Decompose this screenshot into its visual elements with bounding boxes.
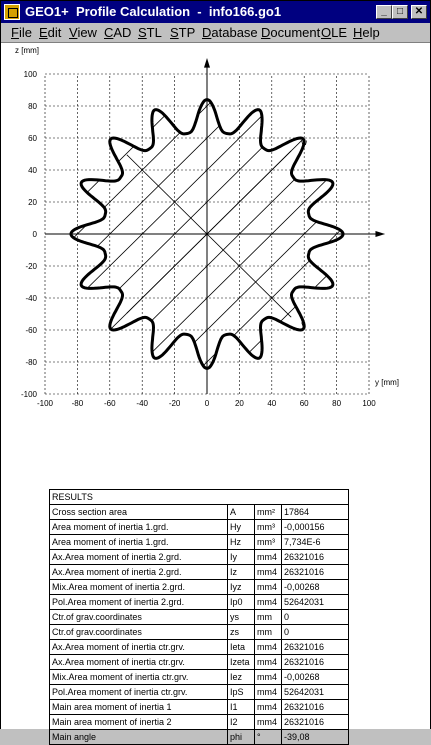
result-value: -0,00268 [282,670,349,685]
menu-stl[interactable]: STL [138,25,162,40]
maximize-button[interactable]: □ [392,5,408,19]
result-value: -0,00268 [282,580,349,595]
result-name: Area moment of inertia 1.grd. [50,520,228,535]
result-value: 26321016 [282,565,349,580]
result-value: 26321016 [282,550,349,565]
table-row [50,640,349,655]
result-unit: mm [255,610,282,625]
menu-document[interactable]: Document [261,25,321,40]
result-name: Ax.Area moment of inertia 2.grd. [50,565,228,580]
result-unit: mm4 [255,670,282,685]
result-value: -39,08 [282,730,349,745]
result-name: Main area moment of inertia 1 [50,700,228,715]
x-tick-label: -60 [104,399,116,408]
result-value: 0 [282,610,349,625]
result-symbol: Iyz [228,580,255,595]
table-row [50,685,349,700]
result-unit: mm4 [255,640,282,655]
table-row [50,670,349,685]
result-symbol: Iy [228,550,255,565]
result-name: Cross section area [50,505,228,520]
result-unit: mm4 [255,715,282,730]
result-unit: mm4 [255,685,282,700]
result-value: 52642031 [282,685,349,700]
y-tick-label: -40 [25,294,37,303]
drawing-canvas[interactable] [1,43,430,742]
table-row [50,610,349,625]
result-symbol: Ip0 [228,595,255,610]
result-value: 0 [282,625,349,640]
y-tick-label: -100 [20,390,37,399]
menu-edit[interactable]: Edit [39,25,62,40]
x-tick-label: 40 [267,399,277,408]
x-tick-label: -20 [168,399,181,408]
menu-ole[interactable]: OLE [321,25,348,40]
principal-axis-label-v: v [301,320,306,330]
result-name: Mix.Area moment of inertia 2.grd. [50,580,228,595]
result-value: 26321016 [282,640,349,655]
y-tick-label: 60 [28,134,37,143]
result-unit: mm³ [255,520,282,535]
results-title-row [50,490,349,505]
x-axis-label: y [mm] [375,378,399,387]
result-unit: mm [255,625,282,640]
result-symbol: ys [228,610,255,625]
result-unit: mm4 [255,655,282,670]
table-row [50,700,349,715]
result-value: 26321016 [282,655,349,670]
x-tick-label: -40 [136,399,148,408]
result-symbol: Izeta [228,655,255,670]
result-symbol: phi [228,730,255,745]
table-row [50,655,349,670]
y-tick-label: -20 [25,262,37,271]
table-row [50,625,349,640]
title-bar[interactable] [1,1,430,23]
profile-plot [1,43,430,443]
result-unit: ° [255,730,282,745]
table-row [50,520,349,535]
result-symbol: A [228,505,255,520]
x-tick-label: 20 [234,399,244,408]
result-value: 7,734E-6 [282,535,349,550]
result-unit: mm4 [255,595,282,610]
result-name: Area moment of inertia 1.grd. [50,535,228,550]
result-value: 17864 [282,505,349,520]
table-row [50,565,349,580]
menu-cad[interactable]: CAD [104,25,132,40]
result-unit: mm² [255,505,282,520]
table-row [50,730,349,745]
result-unit: mm4 [255,700,282,715]
menu-bar [1,23,430,43]
table-row [50,595,349,610]
result-symbol: Ieta [228,640,255,655]
result-symbol: Hy [228,520,255,535]
principal-axis-v [127,155,291,317]
table-row [50,715,349,730]
z-axis-arrow [204,58,210,68]
close-button[interactable]: ✕ [411,5,427,19]
result-symbol: Iez [228,670,255,685]
result-symbol: I2 [228,715,255,730]
result-name: Ax.Area moment of inertia ctr.grv. [50,655,228,670]
y-tick-label: 80 [28,102,37,111]
table-row [50,505,349,520]
result-unit: mm4 [255,580,282,595]
result-value: -0,000156 [282,520,349,535]
y-axis-label: z [mm] [15,46,39,55]
result-value: 26321016 [282,715,349,730]
result-unit: mm4 [255,550,282,565]
table-row [50,550,349,565]
x-tick-label: -100 [36,399,54,408]
y-tick-label: 0 [32,230,37,239]
result-symbol: IpS [228,685,255,700]
result-name: Pol.Area moment of inertia 2.grd. [50,595,228,610]
result-name: Pol.Area moment of inertia ctr.grv. [50,685,228,700]
result-name: Mix.Area moment of inertia ctr.grv. [50,670,228,685]
window-title: GEO1+ Profile Calculation - info166.go1 [25,4,282,19]
principal-axis-label-w: w [301,137,307,147]
result-symbol: Hz [228,535,255,550]
x-tick-label: 80 [332,399,342,408]
result-symbol: I1 [228,700,255,715]
results-title: RESULTS [50,490,349,505]
y-tick-label: 40 [28,166,37,175]
result-unit: mm4 [255,565,282,580]
app-icon[interactable] [4,4,20,20]
menu-database[interactable]: Database [202,25,258,40]
table-row [50,580,349,595]
y-tick-label: -60 [25,326,37,335]
y-tick-label: 100 [23,70,37,79]
x-tick-label: 60 [299,399,309,408]
result-name: Main area moment of inertia 2 [50,715,228,730]
result-value: 26321016 [282,700,349,715]
result-name: Ctr.of grav.coordinates [50,610,228,625]
menu-view[interactable]: View [69,25,97,40]
menu-help[interactable]: Help [353,25,380,40]
result-symbol: zs [228,625,255,640]
y-tick-label: -80 [25,358,37,367]
menu-file[interactable]: File [11,25,32,40]
x-tick-label: 100 [362,399,376,408]
result-name: Ctr.of grav.coordinates [50,625,228,640]
table-row [50,535,349,550]
x-tick-label: -80 [71,399,84,408]
result-name: Ax.Area moment of inertia ctr.grv. [50,640,228,655]
result-name: Main angle [50,730,228,745]
results-table [49,489,349,745]
y-axis-arrow [375,231,385,237]
minimize-button[interactable]: _ [376,5,392,19]
result-value: 52642031 [282,595,349,610]
result-symbol: Iz [228,565,255,580]
x-tick-label: 0 [204,399,210,408]
result-unit: mm³ [255,535,282,550]
y-tick-label: 20 [28,198,37,207]
result-name: Ax.Area moment of inertia 2.grd. [50,550,228,565]
principal-axis-w [127,151,291,313]
menu-stp[interactable]: STP [170,25,196,40]
